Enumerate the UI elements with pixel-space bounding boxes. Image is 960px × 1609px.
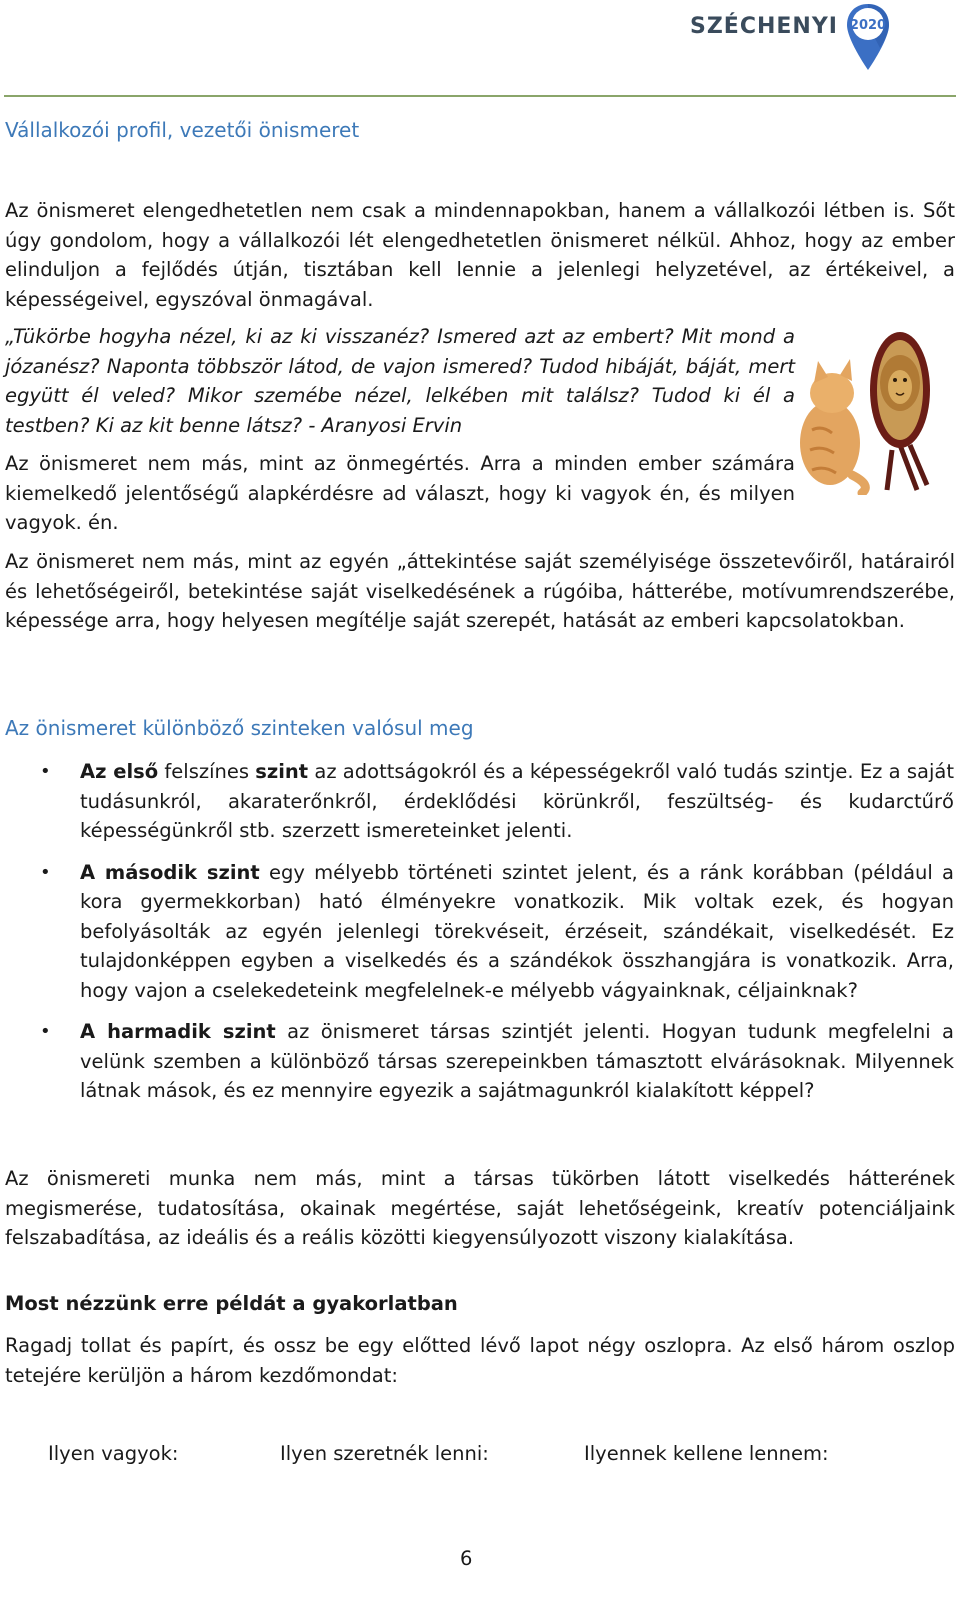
paragraph-self-understanding: Az önismeret nem más, mint az önmegértés. Arra a minden ember számára kiemelkedő jelentőségű alapkérdésre ad választ, hogy ki vagyok én, és milyen vagyok. én.	[5, 452, 795, 534]
page-number: 6	[460, 1547, 473, 1570]
practice-heading: Most nézzünk erre példát a gyakorlatban	[5, 1292, 458, 1315]
list-item-text: A harmadik szint az önismeret társas szintjét jelenti. Hogyan tudunk megfelelni a velünk szemben a különböző társas szerepeinkben támasztott elvárásoknak. Milyennek látnak mások, és ez mennyire egyezik a sajátmagunkról kialakított képpel?	[80, 1020, 955, 1102]
logo-text: SZÉCHENYI	[690, 14, 838, 39]
paragraph-self-knowledge-work: Az önismereti munka nem más, mint a társas tükörben látott viselkedés hátterének megismerése, tudatosítása, okainak megértése, saját lehetőségeink, kreatív potenciáljaink felszabadítása, az ideális és a reális közötti kiegyensúlyozott viszony kialakítása.	[5, 1167, 955, 1249]
column-header: Ilyennek kellene lennem:	[584, 1442, 829, 1465]
szechenyi-2020-logo	[690, 2, 900, 74]
column-header: Ilyen szeretnék lenni:	[280, 1442, 489, 1465]
list-item	[0, 757, 956, 846]
quote-paragraph: „Tükörbe hogyha nézel, ki az ki visszanéz? Ismered azt az embert? Mit mond a józanész? Naponta többször látod, de vajon ismered? Tudod hibáját, báját, mert együtt él veled? Mikor szemébe nézel, lelkében mit találsz? Tudod ki él a testben? Ki az kit benne látsz? - Aranyosi Ervin	[5, 325, 795, 437]
list-item-text: Az első felszínes szint az adottságokról és a képességekről való tudás szintje. Ez a saját tudásunkról, akaraterőnkről, érdeklődési körünkről, feszültség- és kudarctűrő képességünkről stb. szerzett ismereteinket jelenti.	[80, 760, 954, 842]
paragraph-definition: Az önismeret nem más, mint az egyén „áttekintése saját személyisége összetevőiről, határairól és lehetőségeiről, betekintése saját viselkedésének a rúgóiba, hátterébe, motívumrendszerébe, képessége arra, hogy helyesen megítélje saját szerepét, hatását az emberi kapcsolatokban.	[5, 550, 955, 632]
paragraph-exercise: Ragadj tollat és papírt, és ossz be egy előtted lévő lapot négy oszlopra. Az első három oszlop tetejére kerüljön a három kezdőmondat:	[5, 1334, 955, 1387]
logo-year: 2020	[849, 18, 887, 33]
section-title: Vállalkozói profil, vezetői önismeret	[5, 118, 360, 142]
cat-mirror-illustration	[792, 325, 932, 495]
list-item-text: A második szint egy mélyebb történeti szintet jelent, és a ránk korábban (például a kora gyermekkorban) ható élményekre vonatkozik. Mik voltak ezek, és hogyan befolyásolták az egyén jelenlegi törekvéseit, érzéseit, szándékait, viselkedését. Ez tulajdonképpen egyben a viselkedés és a szándékok összhangjára is vonatkozik. Arra, hogy vajon a cselekedeteink megfelelnek-e mélyebb vágyainknak, céljainknak?	[80, 860, 954, 1002]
header-divider	[4, 95, 956, 97]
levels-bullet-list	[0, 757, 956, 1118]
map-pin-icon	[845, 2, 891, 72]
list-item	[0, 1017, 956, 1106]
bullet-icon: •	[40, 761, 51, 782]
list-item	[0, 858, 956, 1006]
paragraph-intro: Az önismeret elengedhetetlen nem csak a mindennapokban, hanem a vállalkozói létben is. Sőt úgy gondolom, hogy a vállalkozói lét elengedhetetlen önismeret nélkül. Ahhoz, hogy az ember elinduljon a fejlődés útján, tisztában kell lennie a jelenlegi helyzetével, az értékeivel, a képességeivel, egyszóval önmagával.	[5, 199, 955, 311]
section-title-levels: Az önismeret különböző szinteken valósul meg	[5, 716, 474, 740]
bullet-icon: •	[40, 861, 51, 883]
bullet-icon: •	[40, 1021, 51, 1042]
column-header: Ilyen vagyok:	[48, 1442, 179, 1465]
